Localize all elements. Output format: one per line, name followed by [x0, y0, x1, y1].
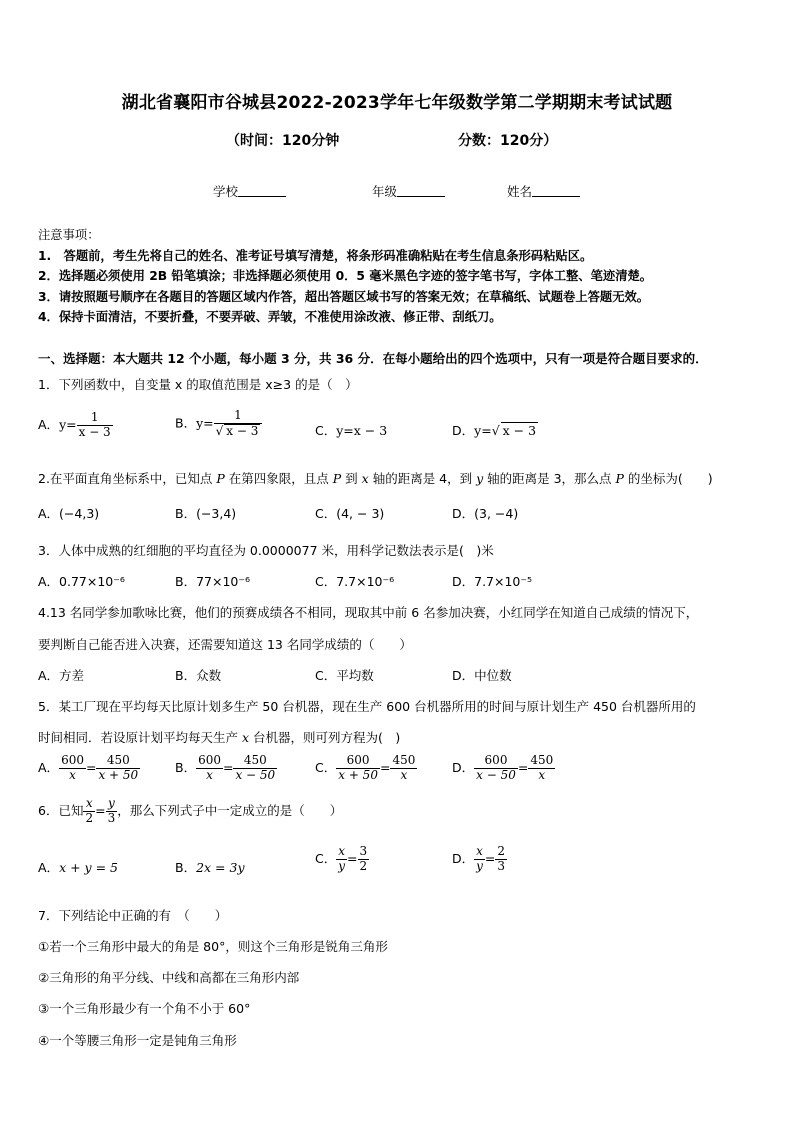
q1-option-b: B．y= $\frac{1}{√ x - 3}$ — [175, 409, 262, 439]
q2-option-d: D．(3, −4) — [452, 506, 519, 521]
question-3-stem: 3．人体中成熟的红细胞的平均直径为 0.0000077 米，用科学记数法表示是( )米 — [38, 543, 494, 558]
question-6-stem: 6．已知 $\frac{x}{2}$ = $\frac{y}{3}$ ，那么下列式子中一定成立的是（ ） — [38, 796, 343, 825]
question-4-stem-line1: 4.13 名同学参加歌咏比赛，他们的预赛成绩各不相同，现取其中前 6 名参加决赛，小红同学在知道自己成绩的情况下， — [38, 605, 699, 620]
q4-option-c: C．平均数 — [315, 668, 374, 683]
notice-item: 4．保持卡面清洁，不要折叠，不要弄破、弄皱，不准使用涂改液、修正带、刮纸刀。 — [38, 310, 502, 324]
notice-header: 注意事项： — [38, 228, 100, 242]
q3-option-b: B．77×10⁻⁶ — [175, 574, 250, 589]
section-header: 一、选择题：本大题共 12 个小题，每小题 3 分，共 36 分．在每小题给出的四个选项中，只有一项是符合题目要求的． — [38, 351, 708, 366]
question-4-stem-line2: 要判断自己能否进入决赛，还需要知道这 13 名同学成绩的（ ） — [38, 637, 412, 652]
question-5-stem-line2: 时间相同．若设原计划平均每天生产 x 台机器，则可列方程为( ) — [38, 730, 401, 745]
q1-option-d: D．y=√ x − 3 — [452, 423, 537, 438]
notice-item: 3．请按照题号顺序在各题目的答题区域内作答，超出答题区域书写的答案无效；在草稿纸、试题卷上答题无效。 — [38, 290, 650, 304]
q1-option-a: A．y= $\frac{1}{x - 3}$ — [38, 410, 111, 439]
q4-option-a: A．方差 — [38, 668, 85, 683]
q6-option-d: D． $\frac{x}{y}$ = $\frac{2}{3}$ — [452, 844, 506, 873]
name-field: 姓名 — [507, 182, 580, 200]
q4-option-d: D．中位数 — [452, 668, 512, 683]
q5-option-d: D． $\frac{600}{x - 50}$ = $\frac{450}{x}$ — [452, 753, 554, 782]
q6-option-a: A．x + y = 5 — [38, 860, 118, 875]
school-field: 学校 — [213, 182, 286, 200]
q5-option-c: C． $\frac{600}{x + 50}$ = $\frac{450}{x}$ — [315, 753, 416, 782]
question-2-stem: 2.在平面直角坐标系中，已知点 P 在第四象限，且点 P 到 x 轴的距离是 4，到 y 轴的距离是 3，那么点 P 的坐标为( ) — [38, 471, 713, 486]
exam-time: （时间：120分钟 — [226, 133, 340, 149]
question-5-stem-line1: 5．某工厂现在平均每天比原计划多生产 50 台机器，现在生产 600 台机器所用的时间与原计划生产 450 台机器所用的 — [38, 699, 696, 714]
page-title: 湖北省襄阳市谷城县2022-2023学年七年级数学第二学期期末考试试题 — [121, 93, 673, 113]
q6-option-b: B．2x = 3y — [175, 860, 245, 875]
question-1-stem: 1．下列函数中，自变量 x 的取值范围是 x≥3 的是（ ） — [38, 377, 358, 392]
q7-statement: ①若一个三角形中最大的角是 80°，则这个三角形是锐角三角形 — [38, 939, 388, 954]
q5-option-b: B． $\frac{600}{x}$ = $\frac{450}{x - 50}$ — [175, 753, 276, 782]
q7-statement: ④一个等腰三角形一定是钝角三角形 — [38, 1033, 237, 1048]
q4-option-b: B．众数 — [175, 668, 222, 683]
q2-option-b: B．(−3,4) — [175, 506, 237, 521]
q5-option-a: A． $\frac{600}{x}$ = $\frac{450}{x + 50}$ — [38, 753, 139, 782]
question-7-stem: 7．下列结论中正确的有 （ ） — [38, 908, 228, 923]
q2-option-c: C．(4, − 3) — [315, 506, 385, 521]
q3-option-c: C．7.7×10⁻⁶ — [315, 574, 395, 589]
q1-option-c: C．y=x − 3 — [315, 423, 388, 438]
grade-field: 年级 — [372, 182, 445, 200]
q7-statement: ②三角形的角平分线、中线和高都在三角形内部 — [38, 970, 300, 985]
exam-score: 分数：120分） — [458, 133, 558, 149]
q3-option-a: A．0.77×10⁻⁶ — [38, 574, 125, 589]
notice-item: 1. 答题前，考生先将自己的姓名、准考证号填写清楚，将条形码准确粘贴在考生信息条形码粘贴区。 — [38, 249, 593, 263]
q6-option-c: C． $\frac{x}{y}$ = $\frac{3}{2}$ — [315, 844, 368, 873]
q7-statement: ③一个三角形最少有一个角不小于 60° — [38, 1001, 251, 1016]
q3-option-d: D．7.7×10⁻⁵ — [452, 574, 532, 589]
notice-item: 2．选择题必须使用 2B 铅笔填涂；非选择题必须使用 0．5 毫米黑色字迹的签字笔书写，字体工整、笔迹清楚。 — [38, 269, 653, 283]
q2-option-a: A．(−4,3) — [38, 506, 100, 521]
